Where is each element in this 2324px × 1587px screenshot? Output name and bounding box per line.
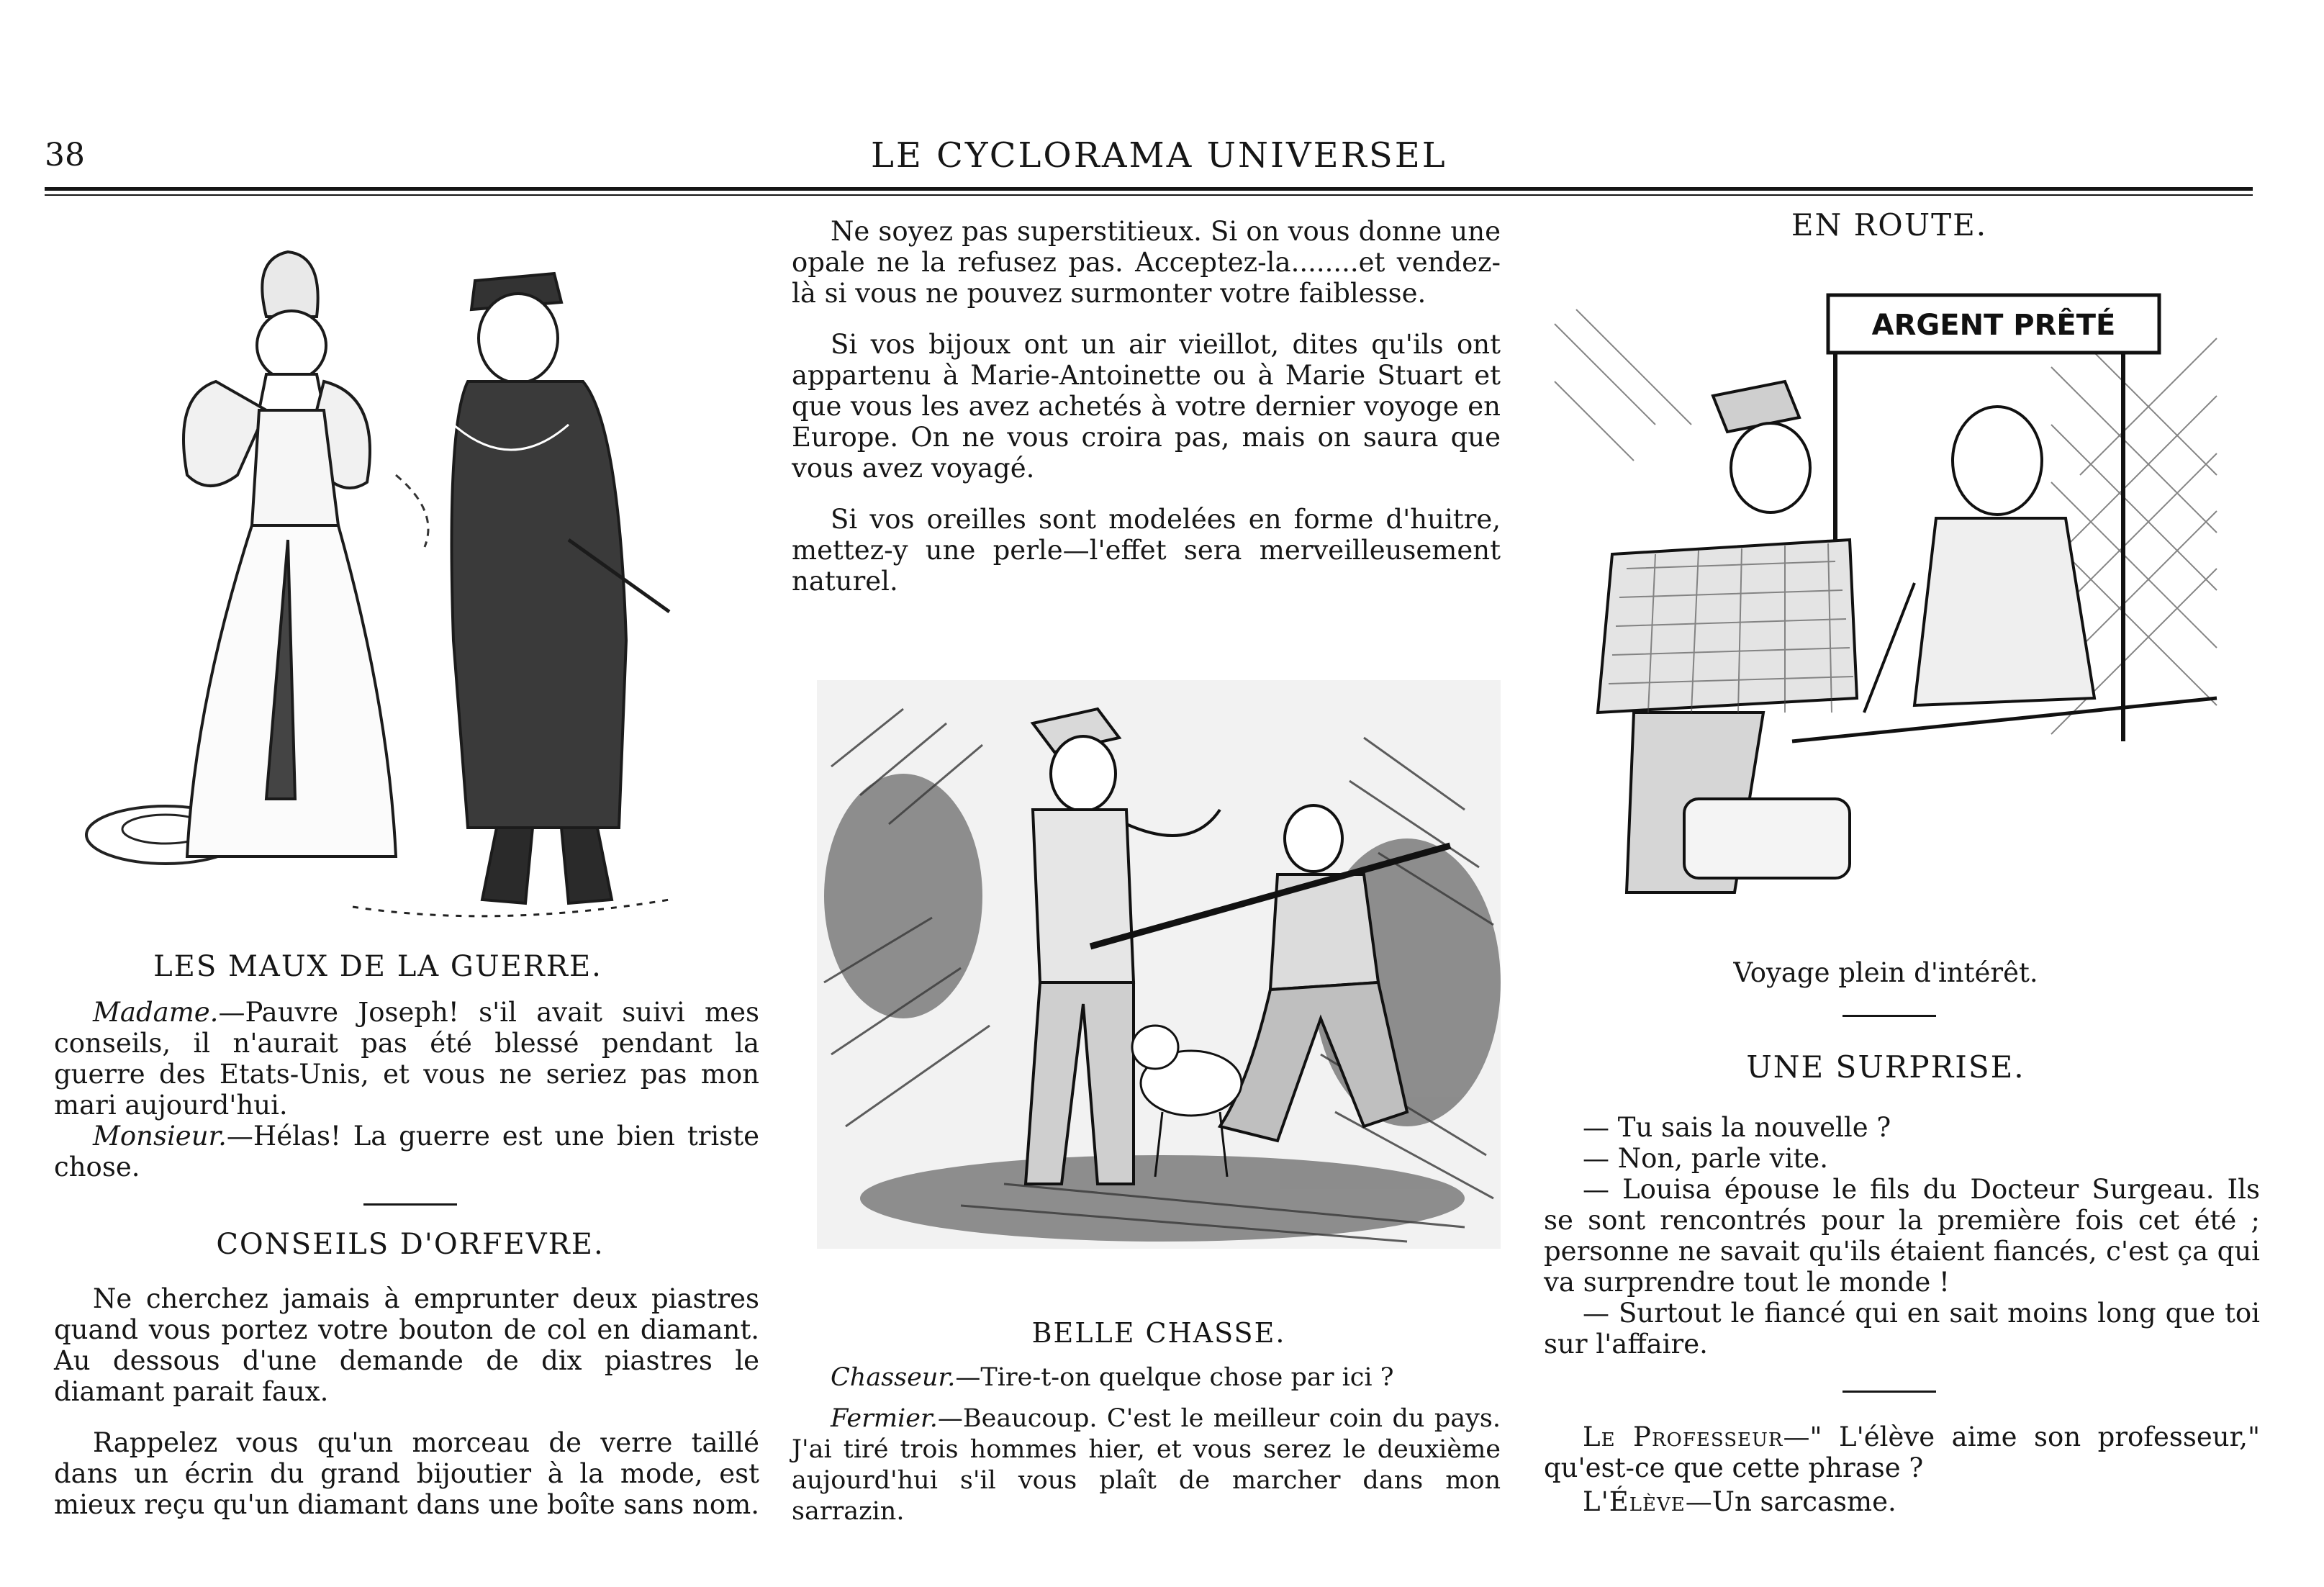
middle-text — [792, 216, 1501, 597]
running-title: LE CYCLORAMA UNIVERSEL — [871, 135, 1447, 176]
speaker-fermier: Fermier. — [831, 1404, 938, 1433]
professeur-line: —" L'élève aime son professeur," qu'est-ce que cette phrase ? — [1544, 1421, 2260, 1483]
conseils-paragraph-2: Rappelez vous qu'un morceau de verre taillé dans un écrin du grand bijoutier à la mode, est mieux reçu qu'un diamant dans une boîte sans nom. — [54, 1427, 759, 1520]
speaker-madame: Madame. — [93, 997, 219, 1028]
illustration-belle-chasse — [817, 680, 1501, 1249]
eleve-line: —Un sarcasme. — [1685, 1486, 1896, 1517]
caption-belle-chasse: BELLE CHASSE. — [1031, 1317, 1286, 1349]
heading-une-surprise: UNE SURPRISE. — [1746, 1049, 2025, 1085]
page-number: 38 — [45, 137, 85, 173]
illustration-en-route — [1547, 281, 2224, 936]
surprise-line-2: — Non, parle vite. — [1583, 1143, 1828, 1174]
divider — [1843, 1391, 1936, 1393]
surprise-line-4: — Surtout le fiancé qui en sait moins long que toi sur l'affaire. — [1544, 1298, 2260, 1360]
middle-paragraph-1: Ne soyez pas superstitieux. Si on vous donne une opale ne la refusez pas. Acceptez-la........et vendez-là si vous ne pouvez surmonter votre faiblesse. — [792, 216, 1501, 309]
speaker-chasseur: Chasseur. — [831, 1363, 956, 1392]
divider — [363, 1203, 457, 1206]
dialogue-les-maux — [54, 997, 759, 1183]
divider — [1843, 1015, 1936, 1017]
surprise-line-3: — Louisa épouse le fils du Docteur Surgeau. Ils se sont rencontrés pour la première fois cet été ; personne ne savait qu'ils étaient fiancés, c'est ça qui va surprendre tout le monde ! — [1544, 1174, 2260, 1298]
professeur-anecdote — [1544, 1421, 2260, 1517]
dialogue-une-surprise — [1544, 1112, 2260, 1360]
speaker-monsieur: Monsieur. — [93, 1121, 227, 1152]
heading-les-maux: LES MAUX DE LA GUERRE. — [153, 950, 602, 983]
heading-en-route: EN ROUTE. — [1791, 207, 1988, 243]
middle-paragraph-2: Si vos bijoux ont un air vieillot, dites qu'ils ont appartenu à Marie-Antoinette ou à Marie Stuart et que vous les avez achetés à votre dernier voyoge en Europe. On ne vous croira pas, mais on saura que vous avez voyagé. — [792, 329, 1501, 484]
header-rule-thin — [45, 194, 2253, 196]
middle-paragraph-3: Si vos oreilles sont modelées en forme d'huitre, mettez-y une perle—l'effet sera merveilleusement naturel. — [792, 504, 1501, 597]
dialogue-belle-chasse — [792, 1362, 1501, 1527]
conseils-paragraph-1: Ne cherchez jamais à emprunter deux piastres quand vous portez votre bouton de col en diamant. Au dessous d'une demande de dix piastres le diamant parait faux. — [54, 1283, 759, 1407]
header-rule — [45, 187, 2253, 191]
label-professeur: Le Professeur — [1583, 1421, 1783, 1452]
madame-line: —Pauvre Joseph! s'il avait suivi mes conseils, il n'aurait pas été blessé pendant la guerre des Etats-Unis, et vous ne seriez pas mon mari aujourd'hui. — [54, 997, 759, 1121]
conseils-text — [54, 1283, 759, 1520]
illustration-couple — [50, 238, 727, 957]
label-eleve: L'Élève — [1583, 1486, 1686, 1517]
surprise-line-1: — Tu sais la nouvelle ? — [1583, 1112, 1891, 1143]
chasseur-line: —Tire-t-on quelque chose par ici ? — [955, 1363, 1394, 1392]
caption-en-route: Voyage plein d'intérêt. — [1733, 957, 2038, 988]
heading-conseils-orfevre: CONSEILS D'ORFEVRE. — [216, 1228, 605, 1261]
monsieur-line: —Hélas! La guerre est une bien triste chose. — [54, 1121, 759, 1183]
sign-argent-prete: ARGENT PRÊTÉ — [1871, 309, 2116, 342]
fermier-line: —Beaucoup. C'est le meilleur coin du pays. J'ai tiré trois hommes hier, et vous serez le deuxième aujourd'hui s'il vous plaît de marcher dans mon sarrazin. — [792, 1404, 1501, 1526]
